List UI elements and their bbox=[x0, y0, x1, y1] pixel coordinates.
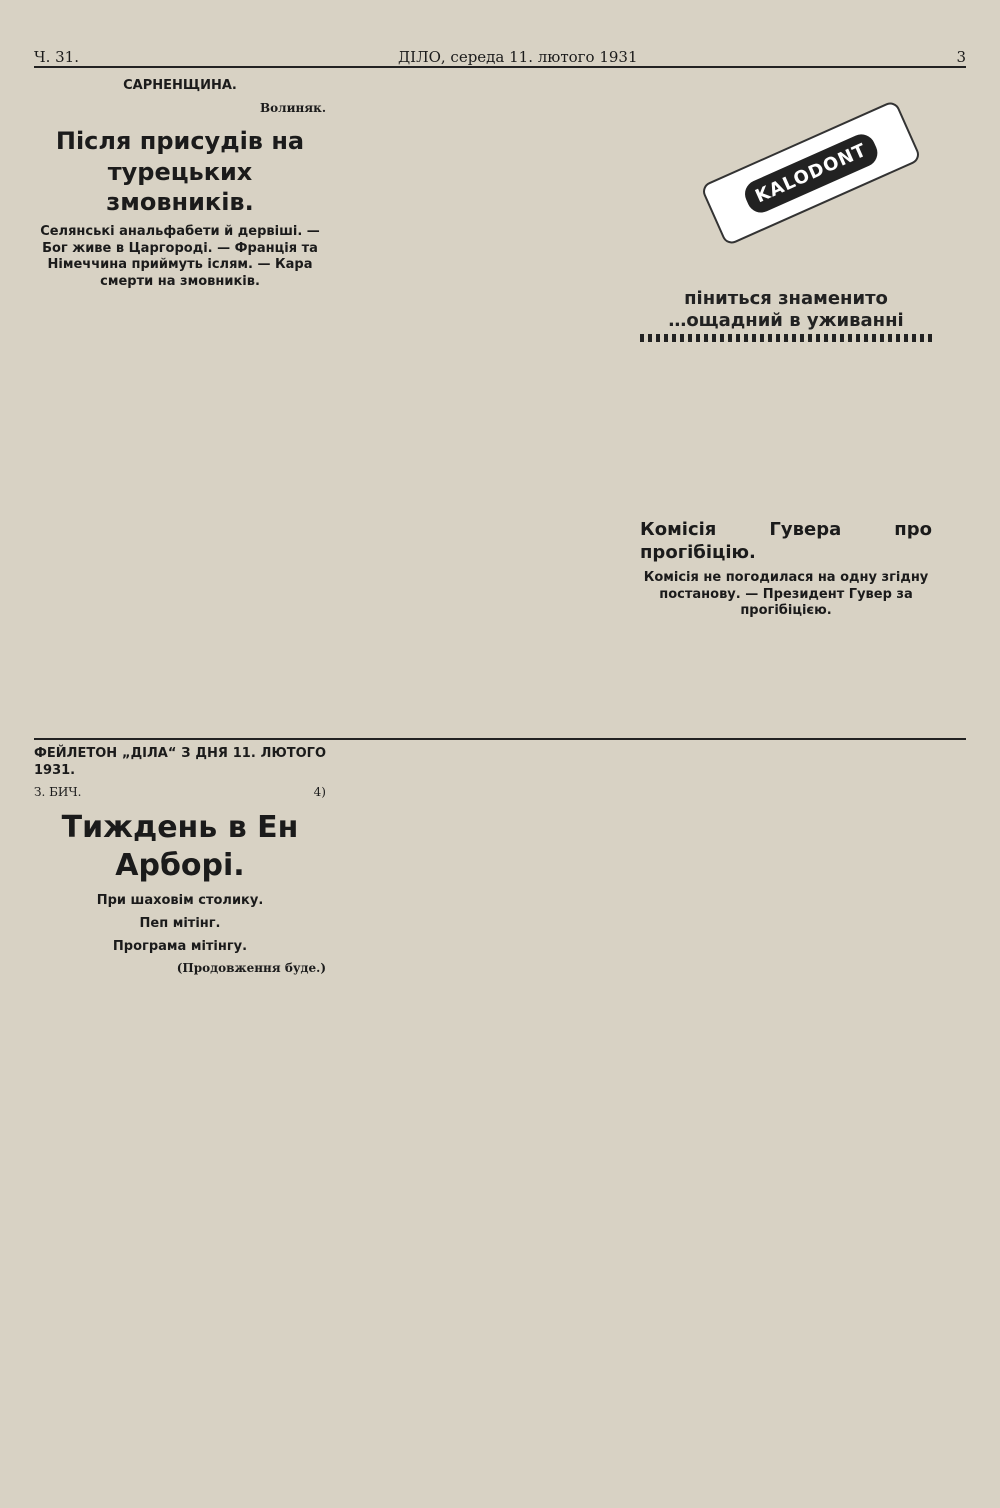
author: З. БИЧ. bbox=[34, 785, 82, 800]
page-number: 3 bbox=[956, 48, 966, 66]
installment-number: 4) bbox=[313, 785, 326, 800]
article-title: Комісія Гувера про прогібіцію. bbox=[640, 519, 932, 564]
advertisement bbox=[640, 72, 932, 342]
masthead: ДІЛО, середа 11. лютого 1931 bbox=[397, 48, 638, 66]
column-right bbox=[640, 512, 932, 626]
continued-note: (Продовження буде.) bbox=[176, 961, 326, 976]
issue-number: Ч. 31. bbox=[34, 48, 79, 66]
tube-icon bbox=[700, 99, 922, 246]
page-header bbox=[34, 36, 966, 68]
feuilleton-divider bbox=[34, 738, 966, 740]
brand-logo: KALODONT bbox=[741, 130, 882, 217]
section-heading: САРНЕНЩИНА. bbox=[123, 78, 237, 93]
dotted-rule bbox=[640, 334, 932, 342]
signature: Волиняк. bbox=[260, 100, 326, 115]
section-heading: При шаховім столику. bbox=[96, 893, 264, 909]
ad-line-2: …ощадний в уживанні bbox=[668, 310, 904, 331]
feuilleton-title: Тиждень в Ен Арборі. bbox=[61, 809, 299, 883]
ad-line-1: піниться знаменито bbox=[684, 288, 888, 309]
feuilleton-header: ФЕЙЛЕТОН „ДІЛА“ З ДНЯ 11. ЛЮТОГО 1931. bbox=[34, 746, 326, 778]
article-subtitle: Комісія не погодилася на одну згідну постанову. — Президент Гувер за прогібіцією. bbox=[643, 570, 929, 619]
feuilleton-column bbox=[34, 746, 326, 981]
section-heading: Пеп мітінг. bbox=[139, 916, 221, 932]
section-heading: Програма мітінгу. bbox=[112, 938, 248, 954]
article-subtitle: Селянські анальфабети й дервіші. — Бог живе в Царгороді. — Франція та Німеччина приймуть іслям. — Кара смерти на змовників. bbox=[40, 224, 320, 290]
column-left bbox=[34, 72, 326, 297]
article-title: Після присудів на турецьких змовників. bbox=[55, 126, 305, 217]
